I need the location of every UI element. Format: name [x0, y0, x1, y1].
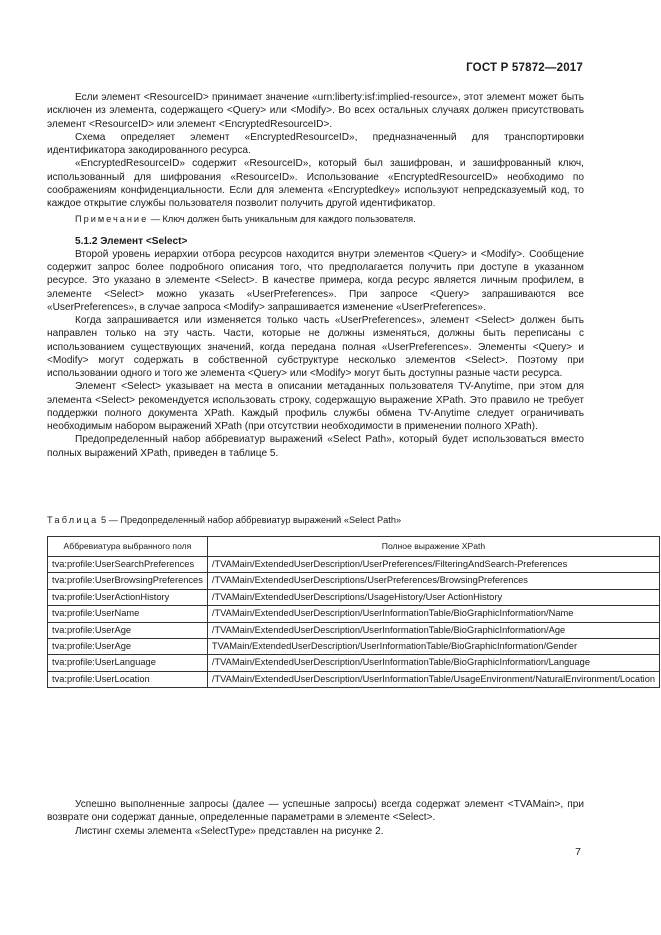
xpath-cell: /TVAMain/ExtendedUserDescriptions/UsageHistory/User ActionHistory: [207, 589, 659, 605]
table-row: [48, 573, 660, 589]
abbreviation-cell: tva:profile:UserLanguage: [48, 655, 208, 671]
table-row: [48, 589, 660, 605]
xpath-cell: TVAMain/ExtendedUserDescription/UserInformationTable/BioGraphicInformation/Gender: [207, 639, 659, 655]
table-header-row: [48, 537, 660, 557]
column-header-xpath: Полное выражение XPath: [207, 537, 659, 557]
xpath-cell: /TVAMain/ExtendedUserDescription/UserInformationTable/BioGraphicInformation/Language: [207, 655, 659, 671]
abbreviation-cell: tva:profile:UserAge: [48, 639, 208, 655]
xpath-cell: /TVAMain/ExtendedUserDescription/UserInformationTable/BioGraphicInformation/Age: [207, 622, 659, 638]
abbreviation-cell: tva:profile:UserAge: [48, 622, 208, 638]
table-row: [48, 606, 660, 622]
paragraph: Схема определяет элемент «EncryptedResourceID», предназначенный для транспортировки идентификатора закодированного ресурса.: [47, 131, 584, 156]
paragraph: «EncryptedResourceID» содержит «ResourceID», который был зашифрован, и зашифрованный ключ, использованный для шифрования «ResourceID». Использование «EncryptedResourceID» необходимо по соображениям конфиденциальности. Если для элемента «Encryptedkey» используют непредсказуемый код, то каждое открытие службы пользователя позволит получить другой идентификатор.: [47, 158, 584, 209]
table-row: [48, 671, 660, 687]
abbreviation-cell: tva:profile:UserBrowsingPreferences: [48, 573, 208, 589]
paragraph: Успешно выполненные запросы (далее — успешные запросы) всегда содержат элемент <TVAMain>, при возврате они содержат данные, определенные параметрами в элементе <Select>.: [47, 799, 584, 824]
closing-text: [47, 798, 584, 838]
abbreviations-table: [47, 536, 660, 688]
page-number: 7: [575, 846, 581, 858]
table-caption-text: 5 — Предопределенный набор аббревиатур выражений «Select Path»: [98, 515, 402, 525]
xpath-cell: /TVAMain/ExtendedUserDescription/UserPreferences/FilteringAndSearch-Preferences: [207, 557, 659, 573]
paragraph: Второй уровень иерархии отбора ресурсов находится внутри элементов <Query> и <Modify>. Сообщение содержит запрос более подробного описания того, что предполагается получить при доступе в указанном ресурсе. Это указано в элементе <Select>. В качестве примера, когда ресурс является личным профилем, в элементе <Select> можно указать «UserPreferences». При запросе <Query> запрашиваются все «UserPreferences», в случае запроса <Modify> запрашивается изменение «UserPreferences».: [47, 248, 584, 313]
paragraph: Когда запрашивается или изменяется только часть «UserPreferences», элемент <Select> должен быть направлен только на эту часть. Части, которые не должны изменяться, должны быть переписаны с использованием существующих значений, когда передана полная «UserPreferences». Элементы <Query> и <Modify> могут содержать в собственной субструктуре несколько элементов <Select>. Поэтому при использовании одного и того же элемента <Query> или <Modify> могут быть доступны разные части ресурса.: [47, 315, 584, 379]
abbreviation-cell: tva:profile:UserActionHistory: [48, 589, 208, 605]
note-text: — Ключ должен быть уникальным для каждого пользователя.: [148, 214, 416, 225]
table-caption-label: Таблица: [47, 515, 99, 525]
standard-header: ГОСТ Р 57872—2017: [466, 62, 583, 74]
note-label: Примечание: [75, 214, 149, 225]
note: [47, 213, 584, 226]
paragraph: Элемент <Select> указывает на места в описании метаданных пользователя TV-Anytime, при этом для элемента <Select> рекомендуется использовать строку, содержащую выражение XPath. Это правило не требует поддержки полного документа XPath. Каждый профиль службы обмена TV-Anytime следует ограничивать необходимым набором выражений XPath (при отсутствии необходимости в применении полного XPath).: [47, 381, 584, 432]
paragraph: Если элемент <ResourceID> принимает значение «urn:liberty:isf:implied-resource», этот элемент может быть исключен из элемента, содержащего <Query> или <Modify>. Во всех остальных случаях должен присутствовать элемент <ResourceID> или элемент <EncryptedResourceID>.: [47, 92, 584, 130]
xpath-cell: /TVAMain/ExtendedUserDescription/UserInformationTable/UsageEnvironment/NaturalEnvironment/Location: [207, 671, 659, 687]
paragraph: Листинг схемы элемента «SelectType» представлен на рисунке 2.: [75, 825, 384, 837]
paragraph: Предопределенный набор аббревиатур выражений «Select Path», который будет использоваться вместо полных выражений XPath, приведен в таблице 5.: [47, 434, 584, 459]
xpath-cell: /TVAMain/ExtendedUserDescription/UserInformationTable/BioGraphicInformation/Name: [207, 606, 659, 622]
table-caption: [47, 515, 607, 525]
table-row: [48, 557, 660, 573]
table-row: [48, 622, 660, 638]
abbreviation-cell: tva:profile:UserSearchPreferences: [48, 557, 208, 573]
section-heading: 5.1.2 Элемент <Select>: [75, 235, 188, 247]
xpath-cell: /TVAMain/ExtendedUserDescriptions/UserPreferences/BrowsingPreferences: [207, 573, 659, 589]
abbreviation-cell: tva:profile:UserName: [48, 606, 208, 622]
main-text: [47, 91, 584, 460]
column-header-abbreviation: Аббревиатура выбранного поля: [48, 537, 208, 557]
abbreviation-cell: tva:profile:UserLocation: [48, 671, 208, 687]
table-row: [48, 655, 660, 671]
table-row: [48, 639, 660, 655]
